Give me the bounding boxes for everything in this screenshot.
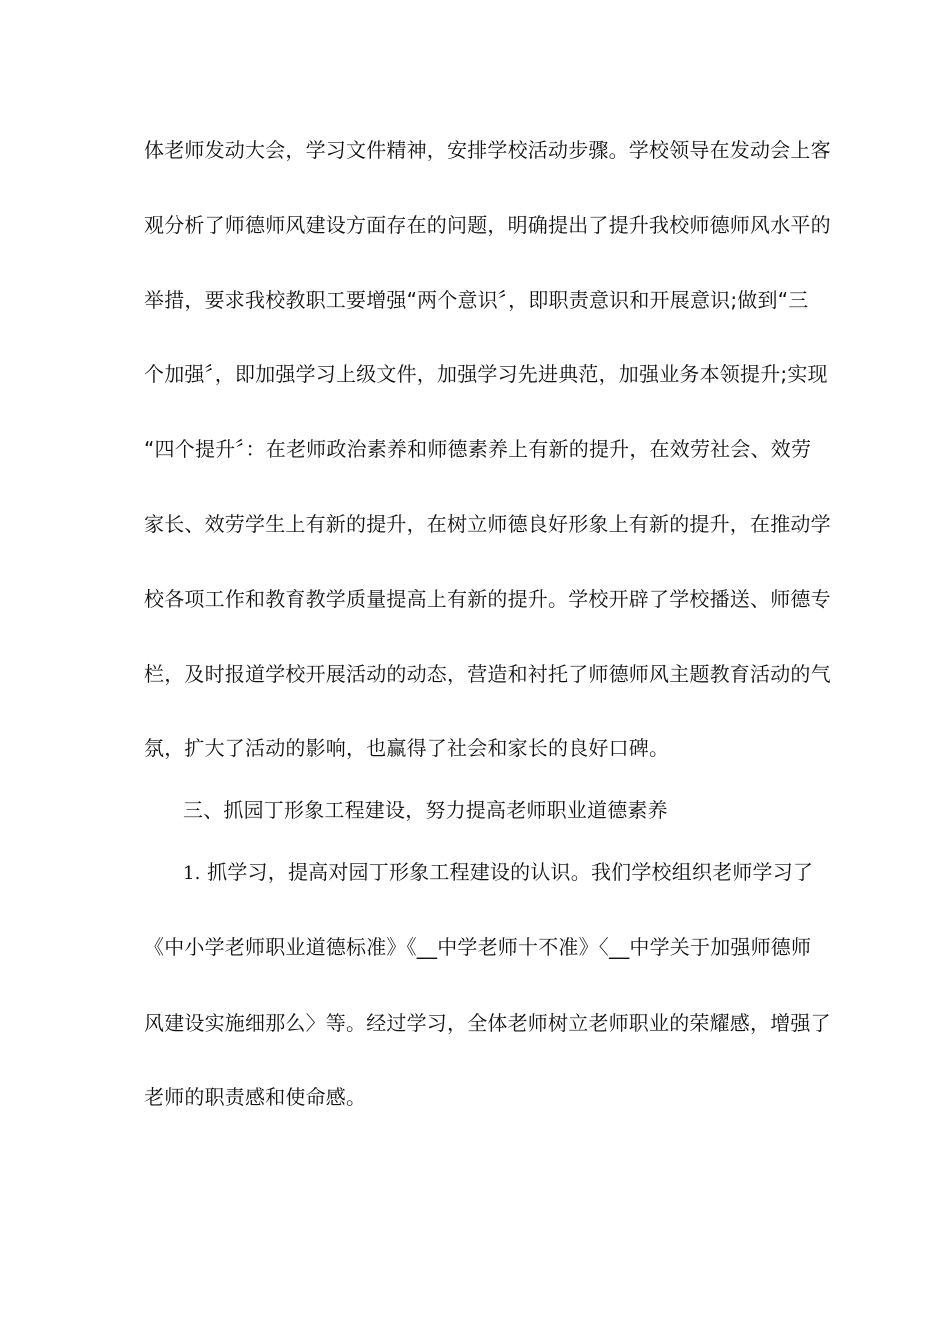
paragraph-line: 举措，要求我校教职工要增强“两个意识〞，即职责意识和开展意识;做到“三 — [144, 288, 809, 312]
paragraph-line: 个加强〞，即加强学习上级文件，加强学习先进典范，加强业务本领提升;实现 — [144, 362, 828, 386]
paragraph-line: 观分析了师德师风建设方面存在的问题，明确提出了提升我校师德师风水平的 — [144, 213, 831, 237]
list-item-number: 1. — [183, 863, 201, 884]
paragraph-line: “四个提升〞：在老师政治素养和师德素养上有新的提升，在效劳社会、效劳 — [144, 437, 812, 461]
paragraph-line: 《中小学老师职业道德标准》《__中学老师十不准》〈__中学关于加强师德师 — [144, 935, 812, 959]
paragraph-line: 校各项工作和教育教学质量提高上有新的提升。学校开辟了学校播送、师德专 — [144, 587, 831, 611]
paragraph-line: 风建设实施细那么〉等。经过学习，全体老师树立老师职业的荣耀感，增强了 — [144, 1011, 831, 1035]
paragraph-line: 家长、效劳学生上有新的提升，在树立师德良好形象上有新的提升，在推动学 — [144, 512, 831, 536]
list-item-first-line — [183, 858, 848, 888]
paragraph-line: 体老师发动大会，学习文件精神，安排学校活动步骤。学校领导在发动会上客 — [144, 138, 831, 162]
paragraph-line: 栏，及时报道学校开展活动的动态，营造和衬托了师德师风主题教育活动的气 — [144, 662, 831, 686]
list-item-text: 抓学习，提高对园丁形象工程建设的认识。我们学校组织老师学习了 — [207, 860, 814, 884]
paragraph-line: 老师的职责感和使命感。 — [144, 1085, 367, 1109]
section-heading: 三、抓园丁形象工程建设，努力提高老师职业道德素养 — [183, 798, 668, 822]
paragraph-line: 氛，扩大了活动的影响，也赢得了社会和家长的良好口碑。 — [144, 736, 670, 760]
